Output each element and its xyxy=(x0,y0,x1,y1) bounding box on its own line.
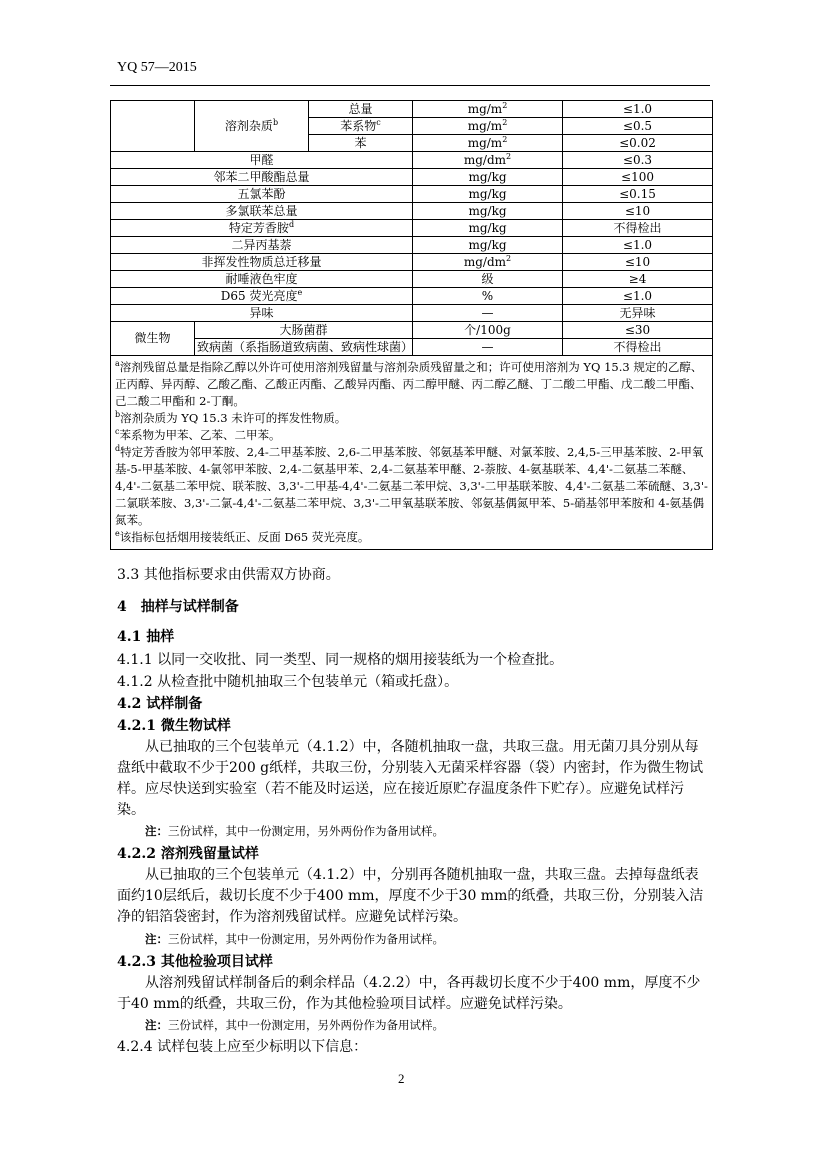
unit-cell xyxy=(413,101,563,118)
note-4-2-2 xyxy=(145,932,444,947)
unit-cell xyxy=(413,288,563,305)
value-cell: ≤0.15 xyxy=(563,186,713,203)
item-text: 耐唾液色牢度 xyxy=(225,271,298,286)
clause-4-1-1: 4.1.1 以同一交收批、同一类型、同一规格的烟用接装纸为一个检查批。 xyxy=(117,652,564,668)
section-4-2-1-heading: 4.2.1 微生物试样 xyxy=(117,718,231,734)
section-4-2-heading: 4.2 试样制备 xyxy=(117,696,203,712)
value-cell: 无异味 xyxy=(563,305,713,322)
item-cell xyxy=(111,186,413,203)
footnote-text: 该指标包括烟用接装纸正、反面 D65 荧光亮度。 xyxy=(119,530,370,544)
unit-exponent: 2 xyxy=(506,151,512,161)
unit-cell: 个/100g xyxy=(413,322,563,339)
item-cell xyxy=(111,254,413,271)
table-row xyxy=(111,288,713,305)
section-4-2-3-heading: 4.2.3 其他检验项目试样 xyxy=(117,954,273,970)
item-text: 五氯苯酚 xyxy=(237,186,286,201)
unit-cell xyxy=(413,118,563,135)
note-label: 注： xyxy=(145,1018,168,1032)
unit-exponent: 2 xyxy=(502,100,508,110)
unit-cell xyxy=(413,305,563,322)
unit-text: mg/kg xyxy=(468,220,507,235)
unit-text: mg/kg xyxy=(468,237,507,252)
unit-text: mg/m xyxy=(467,135,503,150)
value-cell: 不得检出 xyxy=(563,339,713,356)
footnote-text: 苯系物为甲苯、乙苯、二甲苯。 xyxy=(119,428,281,442)
blank-category-cell xyxy=(111,101,195,152)
item-cell xyxy=(111,305,413,322)
note-label: 注： xyxy=(145,932,168,946)
unit-text: mg/kg xyxy=(468,169,507,184)
unit-text: mg/kg xyxy=(468,203,507,218)
unit-exponent: 2 xyxy=(506,253,512,263)
footnote xyxy=(115,444,708,529)
item-text: 苯系物 xyxy=(340,118,377,133)
table-row xyxy=(111,305,713,322)
unit-text: mg/m xyxy=(467,101,503,116)
footnote-mark: d xyxy=(288,219,295,229)
item-cell: 致病菌（系指肠道致病菌、致病性球菌） xyxy=(195,339,413,356)
note-label: 注： xyxy=(145,824,168,838)
unit-cell xyxy=(413,220,563,237)
table-row xyxy=(111,186,713,203)
value-cell: ≤1.0 xyxy=(563,288,713,305)
item-text: 溶剂杂质 xyxy=(224,118,273,133)
value-cell: ≤30 xyxy=(563,322,713,339)
footnote xyxy=(115,427,708,444)
value-cell: ≤0.5 xyxy=(563,118,713,135)
note-4-2-1 xyxy=(145,824,444,839)
note-text: 三份试样，其中一份测定用，另外两份作为备用试样。 xyxy=(168,824,444,838)
footnote-mark: c xyxy=(376,117,381,127)
table-row xyxy=(111,169,713,186)
table-row xyxy=(111,203,713,220)
footnote-text: 溶剂残留总量是指除乙醇以外许可使用溶剂残留量与溶剂杂质残留量之和；许可使用溶剂为 YQ 15.3 规定的乙醇、正丙醇、异丙醇、乙酸乙酯、乙酸正丙酯、乙酸异丙酯、丙二醇甲醚、丙二醇乙醚、丁二酸二甲酯、戊二酸二甲酯、己二酸二甲酯和 2-丁酮。 xyxy=(115,360,703,408)
item-cell xyxy=(111,169,413,186)
clause-3-3: 3.3 其他指标要求由供需双方协商。 xyxy=(117,567,340,583)
unit-cell xyxy=(413,203,563,220)
value-cell: ≤10 xyxy=(563,254,713,271)
spec-table xyxy=(110,100,713,550)
unit-cell xyxy=(413,135,563,152)
table-row xyxy=(111,254,713,271)
value-cell: ≤10 xyxy=(563,203,713,220)
unit-text: mg/kg xyxy=(468,186,507,201)
item-text: 邻苯二甲酸酯总量 xyxy=(213,169,310,184)
unit-cell xyxy=(413,271,563,288)
value-cell: ≤0.3 xyxy=(563,152,713,169)
footnote-mark: b xyxy=(272,117,279,127)
table-row xyxy=(111,152,713,169)
table-row xyxy=(111,237,713,254)
unit-cell xyxy=(413,152,563,169)
footnote-mark: a xyxy=(115,359,120,369)
footnote-mark: b xyxy=(115,410,121,420)
item-text: D65 荧光亮度 xyxy=(220,288,298,303)
item-text: 苯 xyxy=(354,135,367,150)
footnote xyxy=(115,359,708,410)
item-cell xyxy=(111,271,413,288)
unit-text: mg/m xyxy=(467,118,503,133)
page-number: 2 xyxy=(398,1071,405,1086)
table-row xyxy=(111,271,713,288)
microbe-label-cell: 微生物 xyxy=(111,322,195,356)
note-4-2-3 xyxy=(145,1018,444,1033)
solvent-impurity-label-cell xyxy=(195,101,309,152)
footnote-mark: e xyxy=(297,287,303,297)
item-text: 二异丙基萘 xyxy=(231,237,292,252)
footnote-mark: e xyxy=(115,529,120,539)
unit-text: % xyxy=(481,288,494,303)
value-cell: ≥4 xyxy=(563,271,713,288)
unit-cell xyxy=(413,237,563,254)
clause-4-2-2-text: 从已抽取的三个包装单元（4.1.2）中，分别再各随机抽取一盘，共取三盘。去掉每盘纸表面约10层纸后，裁切长度不少于400 mm，厚度不少于30 mm的纸叠，共取三份，分别装入洁净的铝箔袋密封，作为溶剂残留试样。应避免试样污染。 xyxy=(117,867,704,925)
unit-cell xyxy=(413,254,563,271)
section-4-2-2-heading: 4.2.2 溶剂残留量试样 xyxy=(117,846,259,862)
table-row xyxy=(111,322,713,339)
unit-cell xyxy=(413,186,563,203)
value-cell: ≤1.0 xyxy=(563,237,713,254)
footnote xyxy=(115,529,708,546)
footnote-mark: d xyxy=(115,444,121,454)
item-cell xyxy=(309,135,413,152)
item-cell xyxy=(111,220,413,237)
footnote xyxy=(115,410,708,427)
item-cell: 大肠菌群 xyxy=(195,322,413,339)
footnote-text: 溶剂杂质为 YQ 15.3 未许可的挥发性物质。 xyxy=(120,411,347,425)
item-cell xyxy=(309,118,413,135)
unit-text: mg/dm xyxy=(463,152,507,167)
unit-text: 级 xyxy=(481,271,494,286)
item-text: 甲醛 xyxy=(249,152,274,167)
item-cell xyxy=(309,101,413,118)
clause-4-1-2: 4.1.2 从检查批中随机抽取三个包装单元（箱或托盘）。 xyxy=(117,674,459,690)
item-cell xyxy=(111,152,413,169)
notes-row xyxy=(111,356,713,550)
table-row xyxy=(111,101,713,118)
item-cell xyxy=(111,237,413,254)
value-cell: ≤1.0 xyxy=(563,101,713,118)
footnote-text: 特定芳香胺为邻甲苯胺、2,4-二甲基苯胺、2,6-二甲基苯胺、邻氨基苯甲醚、对氯苯胺、2,4,5-三甲基苯胺、2-甲氧基-5-甲基苯胺、4-氯邻甲苯胺、2,4-二氨基甲苯、2,4-二氨基苯甲醚、2-萘胺、4-氨基联苯、4,4'-二氨基二苯醚、4,4'-二氨基二苯甲烷、联苯胺、3,3'-二甲基-4,4'-二氨基二苯甲烷、3,3'-二甲基联苯胺、4,4'-二氨基二苯硫醚、3,3'-二氯联苯胺、3,3'-二氯-4,4'-二氨基二苯甲烷、3,3'-二甲氧基联苯胺、邻氨基偶氮甲苯、5-硝基邻甲苯胺和 4-氨基偶氮苯。 xyxy=(115,445,708,527)
clause-4-2-3-text: 从溶剂残留试样制备后的剩余样品（4.2.2）中，各再裁切长度不少于400 mm，厚度不少于40 mm的纸叠，共取三份，作为其他检验项目试样。应避免试样污染。 xyxy=(117,975,701,1012)
clause-4-2-4: 4.2.4 试样包装上应至少标明以下信息： xyxy=(117,1039,368,1055)
value-cell: ≤0.02 xyxy=(563,135,713,152)
clause-4-2-1-text: 从已抽取的三个包装单元（4.1.2）中，各随机抽取一盘，共取三盘。用无菌刀具分别从每盘纸中截取不少于200 g纸样，共取三份，分别装入无菌采样容器（袋）内密封，作为微生物试样。应尽快送到实验室（若不能及时运送，应在接近原贮存温度条件下贮存）。应避免试样污染。 xyxy=(117,739,704,818)
unit-text: — xyxy=(481,305,494,320)
item-text: 特定芳香胺 xyxy=(228,220,289,235)
item-text: 非挥发性物质总迁移量 xyxy=(201,254,322,269)
footnote-mark: c xyxy=(115,427,120,437)
unit-text: mg/dm xyxy=(463,254,507,269)
unit-exponent: 2 xyxy=(502,134,508,144)
unit-exponent: 2 xyxy=(502,117,508,127)
item-cell xyxy=(111,288,413,305)
document-code: YQ 57—2015 xyxy=(117,60,197,75)
note-text: 三份试样，其中一份测定用，另外两份作为备用试样。 xyxy=(168,1018,444,1032)
item-text: 多氯联苯总量 xyxy=(225,203,298,218)
unit-cell xyxy=(413,169,563,186)
note-text: 三份试样，其中一份测定用，另外两份作为备用试样。 xyxy=(168,932,444,946)
section-4-heading: 4 抽样与试样制备 xyxy=(117,599,239,615)
item-text: 异味 xyxy=(249,305,274,320)
value-cell: 不得检出 xyxy=(563,220,713,237)
notes-cell xyxy=(111,356,713,550)
unit-cell: — xyxy=(413,339,563,356)
item-text: 总量 xyxy=(348,101,373,116)
value-cell: ≤100 xyxy=(563,169,713,186)
header-divider xyxy=(110,85,710,86)
table-row xyxy=(111,339,713,356)
table-row xyxy=(111,220,713,237)
item-cell xyxy=(111,203,413,220)
section-4-1-heading: 4.1 抽样 xyxy=(117,629,175,645)
